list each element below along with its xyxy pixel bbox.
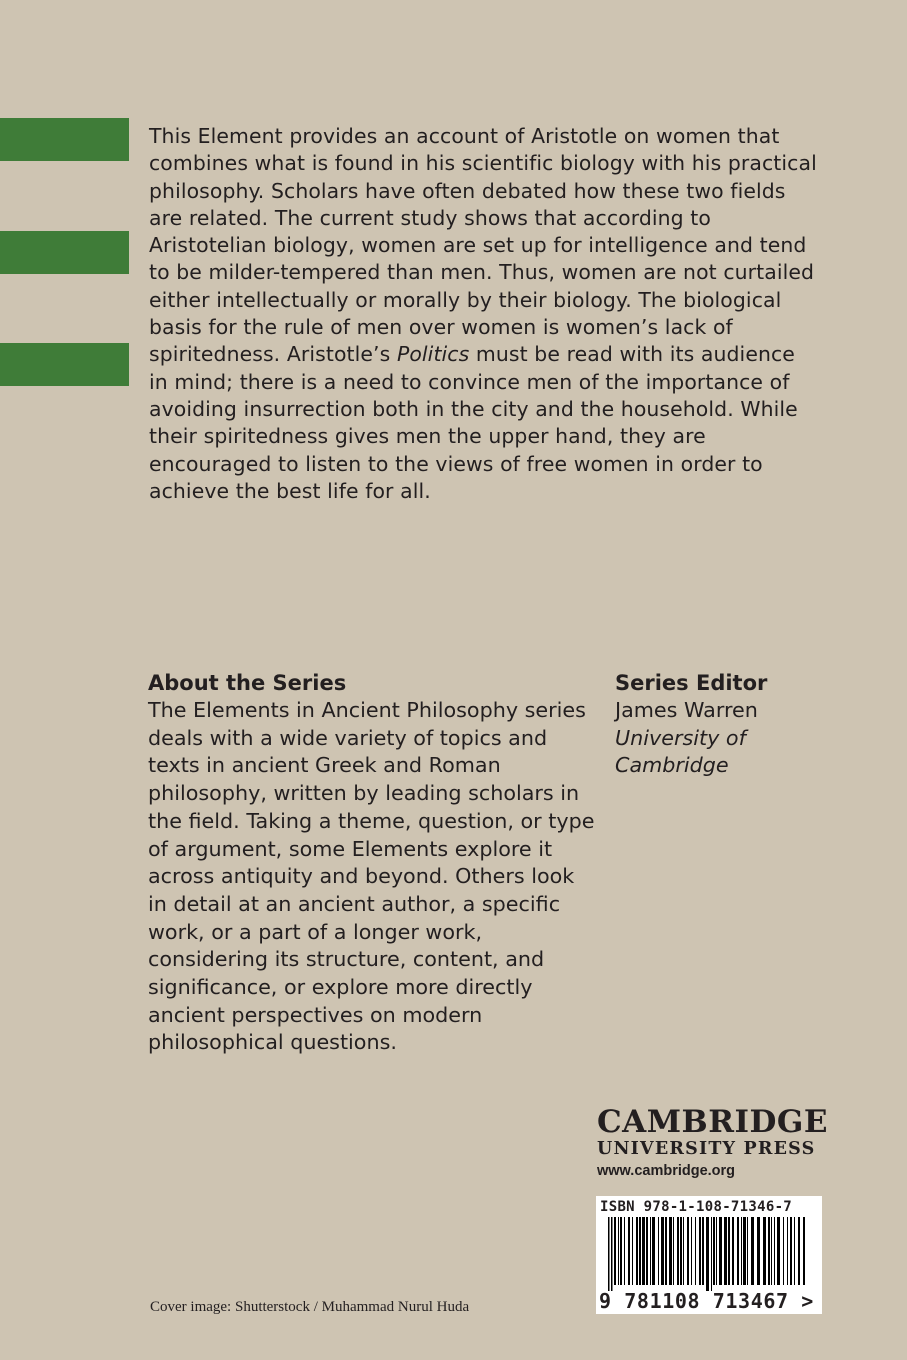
barcode-bar bbox=[787, 1217, 788, 1285]
barcode-bar bbox=[669, 1217, 672, 1285]
accent-bar-middle bbox=[0, 231, 129, 274]
barcode-bar bbox=[687, 1217, 689, 1285]
barcode-bar bbox=[751, 1217, 754, 1285]
publisher-logo bbox=[597, 1106, 837, 1182]
isbn-barcode bbox=[596, 1196, 822, 1314]
barcode-bar bbox=[614, 1217, 616, 1285]
barcode-bar bbox=[774, 1217, 775, 1285]
editor-affiliation-line2: Cambridge bbox=[615, 753, 729, 778]
barcode-bar bbox=[652, 1217, 655, 1285]
barcode-bar bbox=[732, 1217, 734, 1285]
barcode-bar bbox=[783, 1217, 784, 1285]
barcode-bar bbox=[639, 1217, 641, 1285]
barcode-bar bbox=[624, 1217, 625, 1285]
barcode-bar bbox=[743, 1217, 746, 1285]
barcode-bar bbox=[658, 1217, 659, 1285]
editor-heading: Series Editor bbox=[615, 671, 768, 695]
publisher-name: CAMBRIDGE bbox=[597, 1104, 828, 1140]
barcode-bar bbox=[737, 1217, 739, 1285]
blurb-italic-title: Politics bbox=[396, 342, 470, 367]
barcode-bar bbox=[661, 1217, 664, 1285]
barcode-bar bbox=[763, 1217, 766, 1285]
cover-image-credit: Cover image: Shutterstock / Muhammad Nurul Huda bbox=[150, 1299, 470, 1315]
barcode-bars bbox=[606, 1217, 812, 1293]
book-blurb bbox=[149, 123, 819, 505]
barcode-bar bbox=[741, 1217, 742, 1285]
barcode-bar bbox=[683, 1217, 684, 1285]
barcode-bar bbox=[691, 1217, 692, 1285]
barcode-bar bbox=[716, 1217, 717, 1285]
barcode-bar bbox=[677, 1217, 679, 1285]
barcode-bar bbox=[650, 1217, 651, 1285]
editor-name: James Warren bbox=[615, 698, 758, 722]
barcode-bar bbox=[646, 1217, 648, 1285]
barcode-bar bbox=[719, 1217, 722, 1285]
barcode-bar bbox=[711, 1217, 712, 1291]
barcode-bar bbox=[611, 1217, 613, 1291]
barcode-bar bbox=[706, 1217, 709, 1291]
barcode-bar bbox=[673, 1217, 674, 1285]
barcode-bar bbox=[695, 1217, 696, 1285]
series-editor-section bbox=[615, 669, 855, 780]
blurb-text-part1: This Element provides an account of Aristotle on women that combines what is found in his scientific biology with his practical philosophy. Scholars have often debated how these two fields are related. The current study shows that according to Aristotelian biology, women are set up for intelligence and tend to be milder-tempered than men. Thus, women are not curtailed either intellectually or morally by their biology. The biological basis for the rule of men over women is women’s lack of spiritedness. Aristotle’s bbox=[149, 124, 817, 367]
barcode-bar bbox=[680, 1217, 682, 1285]
about-body: The Elements in Ancient Philosophy series deals with a wide variety of topics and texts in ancient Greek and Roman philosophy, written by leading scholars in the field. Taking a theme, question, or type of argument, some Elements explore it across antiquity and beyond. Others look in detail at an ancient author, a specific work, or a part of a longer work, considering its structure, content, and significance, or explore more directly ancient perspectives on modern philosophical questions. bbox=[148, 698, 595, 1055]
barcode-bar bbox=[620, 1217, 622, 1285]
barcode-bar bbox=[757, 1217, 760, 1285]
barcode-bar bbox=[724, 1217, 727, 1285]
barcode-bar bbox=[747, 1217, 748, 1285]
isbn-label: ISBN 978-1-108-71346-7 bbox=[600, 1199, 793, 1215]
barcode-bar bbox=[636, 1217, 638, 1285]
blurb-text-part2: must be read with its audience in mind; there is a need to convince men of the importance of avoiding insurrection both in the city and the household. While their spiritedness gives men the upper hand, they are encouraged to listen to the views of free women in order to achieve the best life for all. bbox=[149, 342, 798, 503]
barcode-bar bbox=[699, 1217, 701, 1285]
barcode-bar bbox=[702, 1217, 704, 1285]
accent-bar-top bbox=[0, 118, 129, 161]
about-the-series-section bbox=[148, 669, 598, 1057]
about-heading: About the Series bbox=[148, 671, 347, 695]
barcode-bar bbox=[790, 1217, 792, 1285]
barcode-bar bbox=[794, 1217, 795, 1285]
barcode-bar bbox=[628, 1217, 630, 1285]
barcode-bar bbox=[728, 1217, 730, 1285]
barcode-bar bbox=[608, 1217, 610, 1291]
barcode-bar bbox=[713, 1217, 715, 1285]
barcode-bar bbox=[768, 1217, 770, 1285]
barcode-bar bbox=[618, 1217, 619, 1285]
barcode-bar bbox=[771, 1217, 772, 1285]
barcode-bar bbox=[803, 1217, 805, 1285]
barcode-digits: 9 781108 713467 > bbox=[599, 1289, 814, 1313]
publisher-url: www.cambridge.org bbox=[597, 1163, 736, 1179]
barcode-bar bbox=[632, 1217, 633, 1285]
accent-bar-bottom bbox=[0, 343, 129, 386]
barcode-bar bbox=[777, 1217, 780, 1285]
barcode-bar bbox=[665, 1217, 667, 1285]
barcode-bar bbox=[642, 1217, 645, 1285]
barcode-bar bbox=[798, 1217, 800, 1285]
publisher-press: UNIVERSITY PRESS bbox=[597, 1139, 816, 1159]
editor-affiliation-line1: University of bbox=[615, 725, 746, 750]
